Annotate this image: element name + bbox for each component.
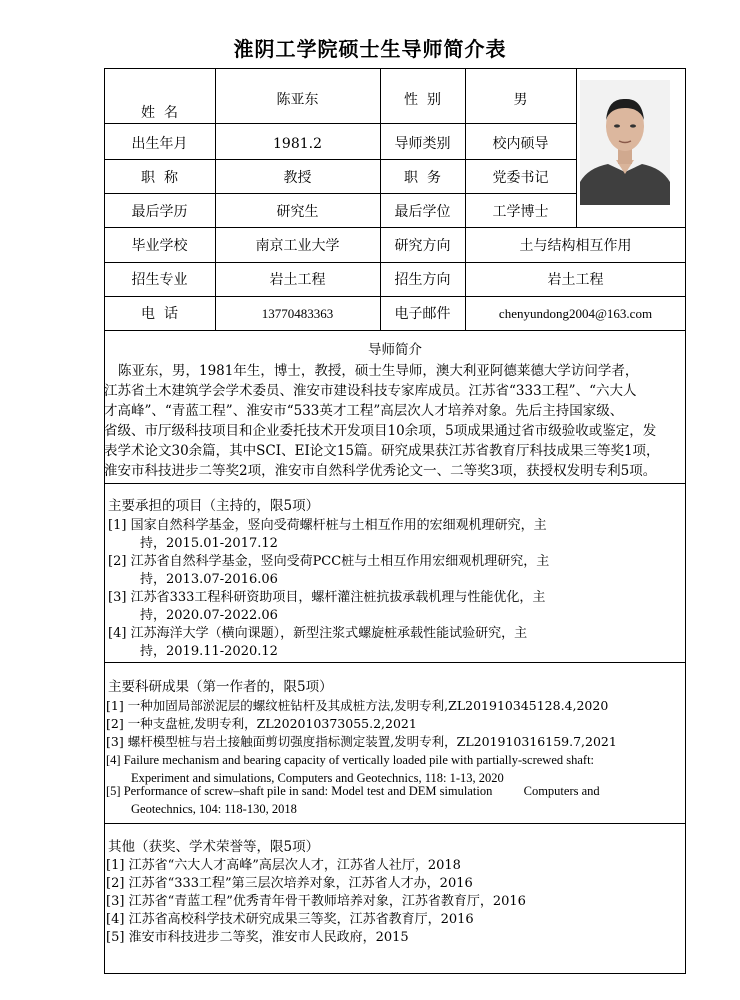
list-item: [4] 江苏海洋大学（横向课题），新型注浆式螺旋桩承载性能试验研究，主 持，2019.11-2020.12 — [108, 626, 528, 659]
title-value: 教授 — [283, 170, 312, 186]
row-divider — [104, 123, 576, 124]
list-item: [5] 淮安市科技进步二等奖，淮安市人民政府，2015 — [106, 930, 409, 945]
name-label: 姓 名 — [141, 105, 178, 121]
school-value: 南京工业大学 — [255, 238, 340, 254]
education-label: 最后学历 — [131, 204, 188, 220]
row-divider — [104, 193, 576, 194]
birth-label: 出生年月 — [131, 136, 188, 152]
list-item: [3] 江苏省“青蓝工程”优秀青年骨干教师培养对象，江苏省教育厅，2016 — [106, 894, 526, 909]
position-value: 党委书记 — [492, 170, 549, 186]
enroll-direction-value: 岩土工程 — [547, 272, 604, 288]
achievements-heading: 主要科研成果（第一作者的，限5项） — [108, 679, 333, 695]
list-item: [2] 一种支盘桩,发明专利，ZL202010373055.2,2021 — [106, 716, 417, 731]
row-divider — [104, 330, 686, 331]
section-divider — [104, 662, 686, 663]
phone-label: 电 话 — [141, 306, 178, 322]
col-divider — [576, 68, 577, 227]
list-item: [3] 螺杆模型桩与岩土接触面剪切强度指标测定装置,发明专利，ZL201910316159.7,2021 — [106, 734, 617, 749]
major-value: 岩土工程 — [269, 272, 326, 288]
degree-value: 工学博士 — [492, 204, 549, 220]
research-label: 研究方向 — [394, 238, 451, 254]
email-label: 电子邮件 — [394, 306, 451, 322]
page-title: 淮阴工学院硕士生导师简介表 — [233, 37, 507, 61]
school-label: 毕业学校 — [131, 238, 188, 254]
bio-line: 陈亚东，男，1981年生，博士，教授，硕士生导师，澳大利亚阿德莱德大学访问学者， — [118, 363, 639, 379]
email-value: chenyundong2004@163.com — [498, 306, 653, 321]
list-item: [1] 江苏省“六大人才高峰”高层次人才，江苏省人社厅，2018 — [106, 858, 461, 873]
bio-line: 江苏省土木建筑学会学术委员、淮安市建设科技专家库成员。江苏省“333工程”、“六大人 — [104, 383, 637, 399]
bio-line: 省级、市厅级科技项目和企业委托技术开发项目10余项，5项成果通过省市级验收或鉴定，发 — [104, 423, 657, 439]
section-divider — [104, 483, 686, 484]
supervisor-type-value: 校内硕导 — [492, 136, 549, 152]
list-item: [3] 江苏省333工程科研资助项目，螺杆灌注桩抗拔承载机理与性能优化，主 持，2020.07-2022.06 — [108, 590, 546, 623]
bio-line: 表学术论文30余篇，其中SCI、EI论文15篇。研究成果获江苏省教育厅科技成果三等奖1项， — [104, 443, 660, 459]
list-item: [5] Performance of screw–shaft pile in sand: Model test and DEM simulation Computers and Geotechnics, 104: 118-130, 2018 — [106, 784, 600, 816]
gender-label: 性 别 — [404, 92, 441, 108]
gender-value: 男 — [513, 92, 528, 108]
enroll-direction-label: 招生方向 — [394, 272, 451, 288]
title-label: 职 称 — [141, 170, 178, 186]
row-divider — [104, 159, 576, 160]
supervisor-type-label: 导师类别 — [394, 136, 451, 152]
list-item: [4] 江苏省高校科学技术研究成果三等奖，江苏省教育厅，2016 — [106, 912, 474, 927]
projects-heading: 主要承担的项目（主持的，限5项） — [108, 498, 320, 514]
row-divider — [104, 262, 686, 263]
row-divider — [104, 296, 686, 297]
list-item: [1] 国家自然科学基金，竖向受荷螺杆桩与土相互作用的宏细观机理研究，主 持，2015.01-2017.12 — [108, 518, 547, 551]
bio-heading: 导师简介 — [368, 342, 422, 358]
degree-label: 最后学位 — [394, 204, 451, 220]
list-item: [4] Failure mechanism and bearing capacity of vertically loaded pile with partially-screwed shaft: Experiment and simulations, Computers and Geotechnics, 118: 1-13, 2020 — [106, 753, 595, 785]
birth-value: 1981.2 — [273, 136, 322, 152]
list-item: [2] 江苏省自然科学基金，竖向受荷PCC桩与土相互作用宏细观机理研究，主 持，2013.07-2016.06 — [108, 554, 550, 587]
research-value: 土与结构相互作用 — [519, 238, 632, 254]
position-label: 职 务 — [404, 170, 441, 186]
name-value: 陈亚东 — [276, 92, 319, 108]
avatar — [580, 80, 670, 205]
bio-line: 淮安市科技进步二等奖2项，淮安市自然科学优秀论文一、二等奖3项，获授权发明专利5项。 — [104, 463, 657, 479]
education-value: 研究生 — [276, 204, 319, 220]
major-label: 招生专业 — [131, 272, 188, 288]
section-divider — [104, 823, 686, 824]
others-heading: 其他（获奖、学术荣誉等，限5项） — [108, 839, 320, 855]
list-item: [2] 江苏省“333工程”第三层次培养对象，江苏省人才办，2016 — [106, 876, 473, 891]
bio-line: 才高峰”、“青蓝工程”、淮安市“533英才工程”高层次人才培养对象。先后主持国家级、 — [104, 403, 624, 419]
phone-value: 13770483363 — [261, 306, 334, 321]
row-divider — [104, 227, 686, 228]
list-item: [1] 一种加固局部淤泥层的螺纹桩钻杆及其成桩方法,发明专利,ZL201910345128.4,2020 — [106, 698, 609, 713]
